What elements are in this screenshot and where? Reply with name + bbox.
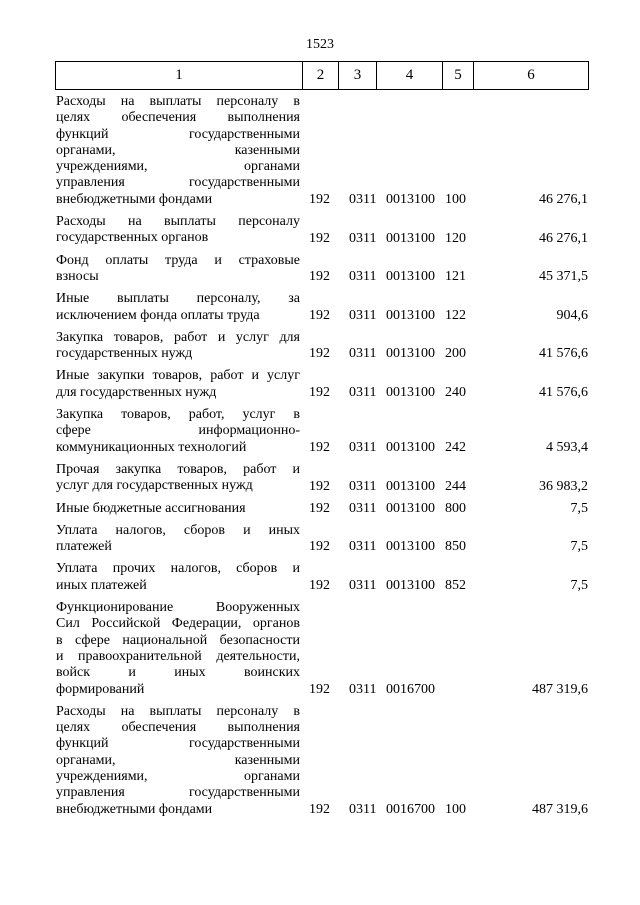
expense-type-code: 852 (445, 578, 466, 594)
row-codes (56, 479, 590, 495)
target-article-code: 0013100 (386, 478, 435, 494)
section-code: 0311 (349, 269, 377, 285)
table-row (56, 214, 590, 247)
description-line: коммуникационных технологий (56, 439, 247, 455)
table-row (56, 704, 590, 818)
amount-value: 904,6 (556, 307, 588, 323)
ministry-code: 192 (309, 230, 330, 246)
description-line: платежей (56, 539, 112, 555)
description-line: Уплата налогов, сборов и иных (56, 522, 300, 538)
target-article-code: 0013100 (386, 192, 435, 208)
description-line: Расходы на выплаты персоналу в (56, 703, 300, 719)
target-article-code: 0013100 (386, 269, 435, 285)
target-article-code: 0013100 (386, 500, 435, 516)
row-codes (56, 346, 590, 362)
column-header-row (55, 61, 589, 90)
section-code: 0311 (349, 801, 377, 817)
expense-type-code: 121 (445, 269, 466, 285)
amount-value: 36 983,2 (539, 478, 588, 494)
description-line: Закупка товаров, работ, услуг в (56, 407, 300, 423)
expense-type-code: 100 (445, 801, 466, 817)
expense-type-code: 242 (445, 439, 466, 455)
section-code: 0311 (349, 230, 377, 246)
description-line: войск и иных воинских (56, 665, 300, 681)
ministry-code: 192 (309, 500, 330, 516)
table-row (56, 561, 590, 594)
row-codes (56, 578, 590, 594)
row-codes (56, 308, 590, 324)
description-line: целях обеспечения выполнения (56, 110, 300, 126)
ministry-code: 192 (309, 192, 330, 208)
row-description (56, 94, 300, 208)
table-row (56, 291, 590, 324)
row-codes (56, 231, 590, 247)
section-code: 0311 (349, 500, 377, 516)
description-line: иных платежей (56, 577, 147, 593)
description-line: управления государственными (56, 785, 300, 801)
description-line: Уплата прочих налогов, сборов и (56, 561, 300, 577)
row-codes (56, 192, 590, 208)
row-codes (56, 539, 590, 555)
column-header-amount: 6 (527, 67, 535, 83)
amount-value: 7,5 (570, 578, 588, 594)
description-line: внебюджетными фондами (56, 801, 213, 817)
table-row (56, 501, 590, 517)
expense-type-code: 244 (445, 478, 466, 494)
description-line: Расходы на выплаты персоналу в (56, 94, 300, 109)
description-line: формирований (56, 681, 145, 697)
description-line: функций государственными (56, 736, 300, 752)
column-header-description: 1 (56, 62, 303, 89)
amount-value: 487 319,6 (532, 801, 588, 817)
section-code: 0311 (349, 307, 377, 323)
amount-value: 41 576,6 (539, 385, 588, 401)
table-row (56, 330, 590, 363)
expense-type-code: 122 (445, 307, 466, 323)
amount-value: 7,5 (570, 539, 588, 555)
table-row (56, 253, 590, 286)
column-header-ministry: 2 (303, 62, 339, 89)
description-line: управления государственными (56, 175, 300, 191)
description-line: для государственных нужд (56, 384, 217, 400)
amount-value: 46 276,1 (539, 230, 588, 246)
ministry-code: 192 (309, 269, 330, 285)
row-codes (56, 269, 590, 285)
description-line: функций государственными (56, 126, 300, 142)
description-line: Прочая закупка товаров, работ и (56, 461, 300, 477)
description-line: Иные бюджетные ассигнования (56, 500, 246, 516)
ministry-code: 192 (309, 801, 330, 817)
description-line: органами, казенными (56, 752, 300, 768)
row-codes (56, 802, 590, 818)
column-header-expense-type: 5 (443, 62, 474, 89)
target-article-code: 0016700 (386, 681, 435, 697)
page-number: 1523 (306, 37, 334, 52)
target-article-code: 0013100 (386, 539, 435, 555)
row-description (56, 704, 300, 818)
description-line: в сфере национальной безопасности (56, 632, 300, 648)
row-codes (56, 440, 590, 456)
ministry-code: 192 (309, 439, 330, 455)
amount-value: 4 593,4 (546, 439, 588, 455)
description-line: целях обеспечения выполнения (56, 720, 300, 736)
section-code: 0311 (349, 385, 377, 401)
description-line: услуг для государственных нужд (56, 478, 253, 494)
table-row (56, 407, 590, 456)
description-line: государственных нужд (56, 346, 193, 362)
section-code: 0311 (349, 346, 377, 362)
description-line: исключением фонда оплаты труда (56, 307, 260, 323)
row-codes (56, 682, 590, 698)
table-row (56, 600, 590, 698)
description-line: учреждениями, органами (56, 159, 300, 175)
description-line: Иные выплаты персоналу, за (56, 291, 300, 307)
target-article-code: 0013100 (386, 346, 435, 362)
amount-value: 7,5 (570, 500, 588, 516)
target-article-code: 0013100 (386, 385, 435, 401)
expense-type-code: 240 (445, 385, 466, 401)
expense-type-code: 120 (445, 230, 466, 246)
description-line: органами, казенными (56, 142, 300, 158)
description-line: учреждениями, органами (56, 768, 300, 784)
target-article-code: 0013100 (386, 307, 435, 323)
amount-value: 46 276,1 (539, 192, 588, 208)
description-line: взносы (56, 268, 99, 284)
description-line: сфере информационно- (56, 423, 300, 439)
target-article-code: 0013100 (386, 578, 435, 594)
table-row (56, 94, 590, 208)
table-row (56, 523, 590, 556)
ministry-code: 192 (309, 346, 330, 362)
budget-table-body (56, 94, 590, 824)
table-row (56, 462, 590, 495)
description-line: Расходы на выплаты персоналу (56, 214, 300, 230)
description-line: внебюджетными фондами (56, 191, 213, 207)
row-codes (56, 385, 590, 401)
column-header-section: 3 (339, 62, 377, 89)
section-code: 0311 (349, 192, 377, 208)
expense-type-code: 200 (445, 346, 466, 362)
ministry-code: 192 (309, 578, 330, 594)
table-row (56, 368, 590, 401)
description-line: и правоохранительной деятельности, (56, 648, 300, 664)
description-line: Фонд оплаты труда и страховые (56, 252, 300, 268)
target-article-code: 0016700 (386, 801, 435, 817)
target-article-code: 0013100 (386, 439, 435, 455)
row-codes (56, 501, 590, 517)
section-code: 0311 (349, 578, 377, 594)
expense-type-code: 800 (445, 500, 466, 516)
description-line: Закупка товаров, работ и услуг для (56, 329, 300, 345)
amount-value: 41 576,6 (539, 346, 588, 362)
column-header-target: 4 (377, 62, 443, 89)
description-line: государственных органов (56, 230, 209, 246)
amount-value: 45 371,5 (539, 269, 588, 285)
ministry-code: 192 (309, 539, 330, 555)
ministry-code: 192 (309, 307, 330, 323)
ministry-code: 192 (309, 385, 330, 401)
target-article-code: 0013100 (386, 230, 435, 246)
section-code: 0311 (349, 439, 377, 455)
amount-value: 487 319,6 (532, 681, 588, 697)
section-code: 0311 (349, 478, 377, 494)
description-line: Сил Российской Федерации, органов (56, 616, 300, 632)
expense-type-code: 100 (445, 192, 466, 208)
section-code: 0311 (349, 539, 377, 555)
ministry-code: 192 (309, 478, 330, 494)
expense-type-code: 850 (445, 539, 466, 555)
section-code: 0311 (349, 681, 377, 697)
description-line: Иные закупки товаров, работ и услуг (56, 368, 300, 384)
description-line: Функционирование Вооруженных (56, 600, 300, 616)
ministry-code: 192 (309, 681, 330, 697)
